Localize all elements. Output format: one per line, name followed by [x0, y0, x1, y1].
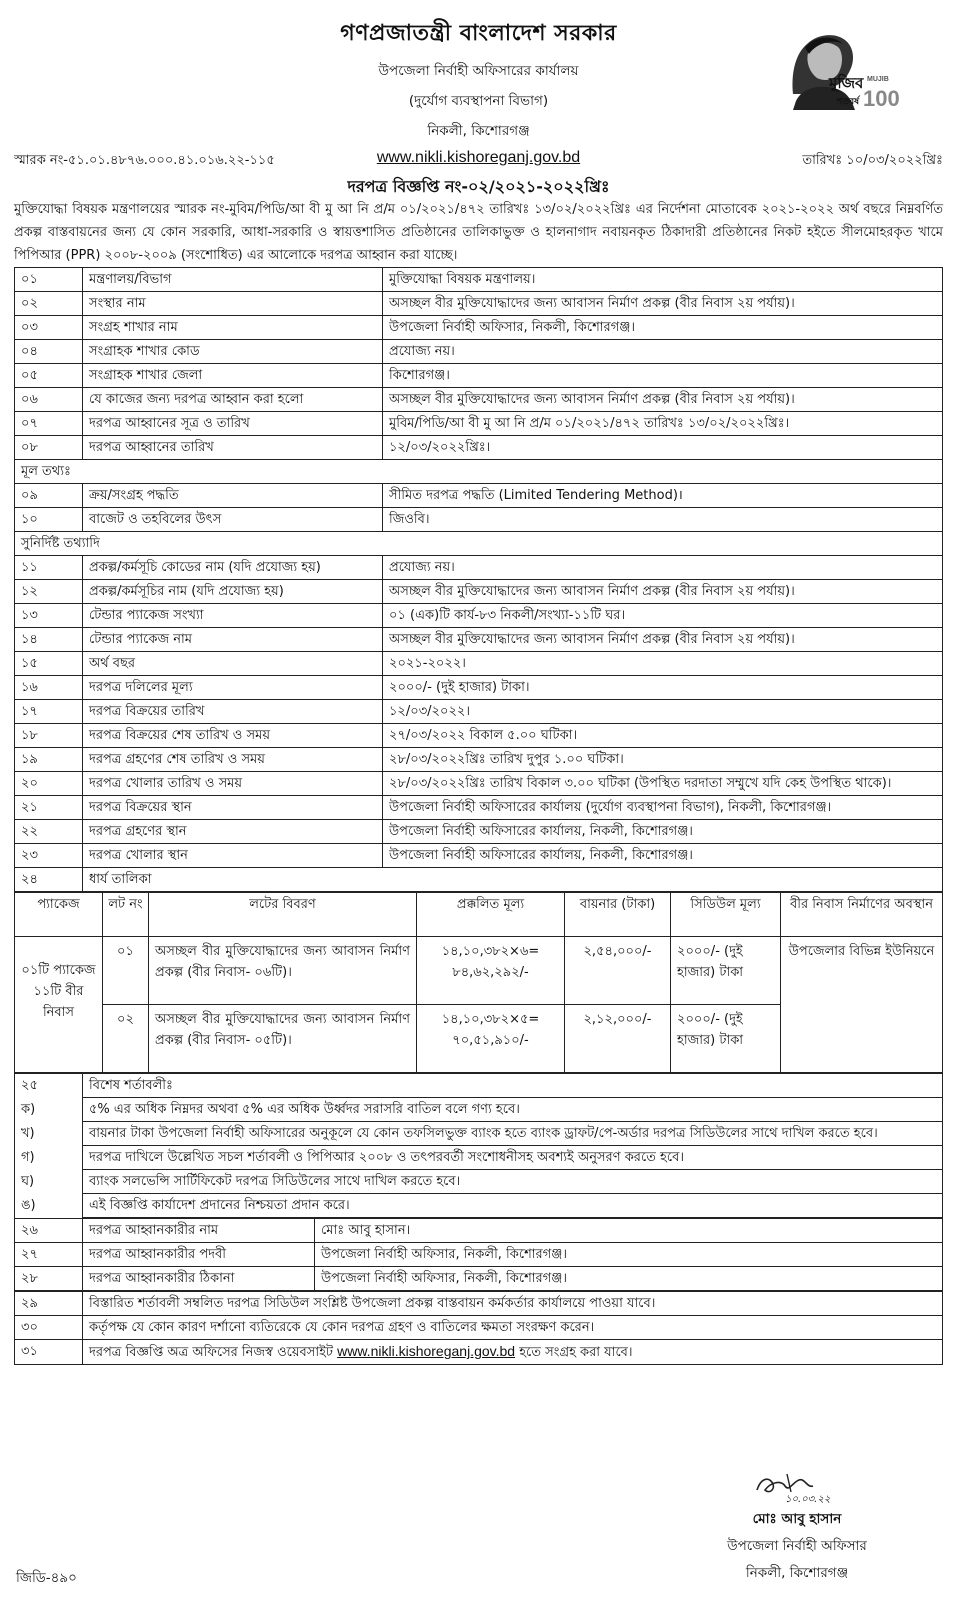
signatory-location: নিকলী, কিশোরগঞ্জ [745, 1565, 849, 1581]
term-item [15, 1122, 943, 1146]
row-number: ১৯ [15, 748, 83, 772]
gov-title: গণপ্রজাতন্ত্রী বাংলাদেশ সরকার [340, 21, 617, 46]
table-row [15, 1340, 943, 1365]
notice-title: দরপত্র বিজ্ঞপ্তি নং-০২/২০২১-২০২২খ্রিঃ [347, 177, 610, 196]
table-row [15, 388, 943, 412]
section-label-main: মূল তথ্যঃ [15, 460, 943, 484]
signature-scribble [667, 1468, 927, 1508]
row-number: ১৭ [15, 700, 83, 724]
table-row [15, 1267, 943, 1291]
row-value: অসচ্ছল বীর মুক্তিযোদ্ধাদের জন্য আবাসন নির্মাণ প্রকল্প (বীর নিবাস ২য় পর্যায়)। [383, 580, 943, 604]
col-header-lot-desc: লটের বিবরণ [149, 893, 417, 937]
row-label: ধার্য তালিকা [83, 868, 943, 892]
signatory-designation: উপজেলা নির্বাহী অফিসার [727, 1538, 867, 1554]
table-row [15, 844, 943, 868]
row-number: ১৮ [15, 724, 83, 748]
row-value: ২৭/০৩/২০২২ বিকাল ৫.০০ ঘটিকা। [383, 724, 943, 748]
intro-paragraph: মুক্তিযোদ্ধা বিষয়ক মন্ত্রণালয়ের স্মারক নং-মুবিম/পিডি/আ বী মু আ নি প্র/ম ০১/২০২১/৪৭২ তারিখঃ ১৩/০২/২০২২খ্রিঃ এর নির্দেশনা মোতাবেক ২০২১-২০২২ অর্থ বছরে নিম্নবর্ণিত প্রকল্প বাস্তবায়নের জন্য যে কোন সরকারি, আধা-সরকারি ও স্বায়ত্তশাসিত প্রতিষ্ঠানের তালিকাভুক্ত ও হালনাগাদ নবায়নকৃত ঠিকাদারী প্রতিষ্ঠানের নিকট হইতে সীলমোহরকৃত খামে পিপিআর (PPR) ২০০৮-২০০৯ (সংশোধিত) এর আলোকে দরপত্র আহ্বান করা যাচ্ছে। [14, 202, 943, 263]
term-mark: গ) [15, 1146, 83, 1170]
lot-number: ০২ [103, 1005, 149, 1073]
table-row [15, 364, 943, 388]
table-row [15, 268, 943, 292]
website-note-pre: দরপত্র বিজ্ঞপ্তি অত্র অফিসের নিজস্ব ওয়েবসাইট [89, 1345, 338, 1360]
row-number: ১১ [15, 556, 83, 580]
row-number: ১২ [15, 580, 83, 604]
term-item [15, 1194, 943, 1218]
logo-100-text: 100 [863, 86, 900, 111]
term-item [15, 1098, 943, 1122]
table-row [15, 412, 943, 436]
row-number: ১৩ [15, 604, 83, 628]
row-value: ১২/০৩/২০২২। [383, 700, 943, 724]
row-value: অসচ্ছল বীর মুক্তিযোদ্ধাদের জন্য আবাসন নির্মাণ প্রকল্প (বীর নিবাস ২য় পর্যায়)। [383, 628, 943, 652]
website-note [83, 1340, 943, 1365]
row-number: ০৩ [15, 316, 83, 340]
table-row [15, 580, 943, 604]
row-value: মুবিম/পিডি/আ বী মু আ নি প্র/ম ০১/২০২১/৪৭২ তারিখঃ ১৩/০২/২০২২খ্রিঃ। [383, 412, 943, 436]
office-location: নিকলী, কিশোরগঞ্জ [427, 123, 530, 139]
term-mark: খ) [15, 1122, 83, 1146]
row-label: দরপত্র দলিলের মূল্য [83, 676, 383, 700]
row-value: উপজেলা নির্বাহী অফিসারের কার্যালয় (দুর্যোগ ব্যবস্থাপনা বিভাগ), নিকলী, কিশোরগঞ্জ। [383, 796, 943, 820]
row-label: দরপত্র খোলার তারিখ ও সময় [83, 772, 383, 796]
row-value: ২৮/০৩/২০২২খ্রিঃ তারিখ বিকাল ৩.০০ ঘটিকা (উপস্থিত দরদাতা সম্মুখে যদি কেহ উপস্থিত থাকে)। [383, 772, 943, 796]
logo-mujib-en-text: MUJIB [867, 76, 889, 83]
term-item [15, 1146, 943, 1170]
row-label: ক্রয়/সংগ্রহ পদ্ধতি [83, 484, 383, 508]
table-row [15, 484, 943, 508]
memo-number: স্মারক নং-৫১.০১.৪৮৭৬.০০০.৪১.০১৬.২২-১১৫ [14, 152, 275, 168]
row-value: উপজেলা নির্বাহী অফিসার, নিকলী, কিশোরগঞ্জ। [315, 1243, 943, 1267]
row-label: দরপত্র গ্রহণের শেষ তারিখ ও সময় [83, 748, 383, 772]
table-row [15, 772, 943, 796]
term-mark: ঘ) [15, 1170, 83, 1194]
row-number: ০৮ [15, 436, 83, 460]
table-row [15, 556, 943, 580]
row-label: প্রকল্প/কর্মসূচির নাম (যদি প্রযোজ্য হয়) [83, 580, 383, 604]
row-number: ০৯ [15, 484, 83, 508]
table-row [15, 1316, 943, 1340]
row-label: দরপত্র বিক্রয়ের স্থান [83, 796, 383, 820]
row-value: অসচ্ছল বীর মুক্তিযোদ্ধাদের জন্য আবাসন নির্মাণ প্রকল্প (বীর নিবাস ২য় পর্যায়)। [383, 388, 943, 412]
table-row [15, 340, 943, 364]
row-number: ২৬ [15, 1219, 83, 1243]
row-value: ২৮/০৩/২০২২খ্রিঃ তারিখ দুপুর ১.০০ ঘটিকা। [383, 748, 943, 772]
row-label: দরপত্র আহ্বানকারীর পদবী [83, 1243, 315, 1267]
row-value: উপজেলা নির্বাহী অফিসারের কার্যালয়, নিকলী, কিশোরগঞ্জ। [383, 820, 943, 844]
final-table [14, 1291, 943, 1365]
term-mark: ঙ) [15, 1194, 83, 1218]
gd-number: জিডি-৪৯০ [16, 1570, 77, 1586]
signature-date: ১০.০৩.২২ [785, 1494, 831, 1505]
inviter-table [14, 1218, 943, 1291]
row-number: ০১ [15, 268, 83, 292]
table-row [15, 652, 943, 676]
term-item [15, 1170, 943, 1194]
table-row [15, 937, 943, 1005]
row-number: ০২ [15, 292, 83, 316]
row-number: ২৫ [15, 1074, 83, 1098]
col-header-estimated-cost: প্রক্কলিত মূল্য [417, 893, 565, 937]
lot-description: অসচ্ছল বীর মুক্তিযোদ্ধাদের জন্য আবাসন নির্মাণ প্রকল্প (বীর নিবাস- ০৫টি)। [149, 1005, 417, 1073]
division-name: (দুর্যোগ ব্যবস্থাপনা বিভাগ) [408, 93, 549, 109]
row-label: দরপত্র খোলার স্থান [83, 844, 383, 868]
table-row [15, 820, 943, 844]
row-label: দরপত্র আহ্বানকারীর ঠিকানা [83, 1267, 315, 1291]
row-value: ১২/০৩/২০২২খ্রিঃ। [383, 436, 943, 460]
row-label: দরপত্র আহ্বানকারীর নাম [83, 1219, 315, 1243]
term-mark: ক) [15, 1098, 83, 1122]
table-row [15, 316, 943, 340]
row-number: ০৭ [15, 412, 83, 436]
package-cell: ০১টি প্যাকেজ ১১টি বীর নিবাস [15, 937, 103, 1073]
row-label: টেন্ডার প্যাকেজ সংখ্যা [83, 604, 383, 628]
table-row [15, 796, 943, 820]
col-header-earnest: বায়নার (টাকা) [565, 893, 671, 937]
row-value: প্রযোজ্য নয়। [383, 556, 943, 580]
row-value: অসচ্ছল বীর মুক্তিযোদ্ধাদের জন্য আবাসন নির্মাণ প্রকল্প (বীর নিবাস ২য় পর্যায়)। [383, 292, 943, 316]
mujib-100-logo [785, 24, 903, 114]
table-row [15, 748, 943, 772]
row-number: ২১ [15, 796, 83, 820]
row-text: কর্তৃপক্ষ যে কোন কারণ দর্শানো ব্যতিরেকে যে কোন দরপত্র গ্রহণ ও বাতিলের ক্ষমতা সংরক্ষণ করেন। [83, 1316, 943, 1340]
row-number: ১০ [15, 508, 83, 532]
special-terms-table [14, 1073, 943, 1218]
row-value: উপজেলা নির্বাহী অফিসার, নিকলী, কিশোরগঞ্জ। [383, 316, 943, 340]
table-row [15, 604, 943, 628]
memo-date: তারিখঃ ১০/০৩/২০২২খ্রিঃ [802, 152, 943, 168]
earnest-money: ২,৫৪,০০০/- [565, 937, 671, 1005]
row-value: ০১ (এক)টি কার্য-৮৩ নিকলী/সংখ্যা-১১টি ঘর। [383, 604, 943, 628]
col-header-schedule: সিডিউল মূল্য [671, 893, 781, 937]
row-text: বিস্তারিত শর্তাবলী সম্বলিত দরপত্র সিডিউল সংশ্লিষ্ট উপজেলা প্রকল্প বাস্তবায়ন কর্মকর্তার কার্যালয়ে পাওয়া যাবে। [83, 1292, 943, 1316]
row-label: মন্ত্রণালয়/বিভাগ [83, 268, 383, 292]
row-label: দরপত্র বিক্রয়ের শেষ তারিখ ও সময় [83, 724, 383, 748]
estimated-cost: ১৪,১০,৩৮২×৫= ৭০,৫১,৯১০/- [417, 1005, 565, 1073]
row-label: বাজেট ও তহবিলের উৎস [83, 508, 383, 532]
row-number: ২৪ [15, 868, 83, 892]
row-number: ২২ [15, 820, 83, 844]
package-header-row [15, 893, 943, 937]
info-table [14, 267, 943, 892]
row-label: সংগ্রহ শাখার নাম [83, 316, 383, 340]
package-table [14, 892, 943, 1073]
row-number: ৩১ [15, 1340, 83, 1365]
col-header-lot: লট নং [103, 893, 149, 937]
section-row-main [15, 460, 943, 484]
term-text: এই বিজ্ঞপ্তি কার্যাদেশ প্রদানের নিশ্চয়তা প্রদান করে। [83, 1194, 943, 1218]
table-row [15, 1219, 943, 1243]
term-text: ৫% এর অধিক নিম্নদর অথবা ৫% এর অধিক উর্ধ্বদর সরাসরি বাতিল বলে গণ্য হবে। [83, 1098, 943, 1122]
section-row-specific [15, 532, 943, 556]
row-number: ২৩ [15, 844, 83, 868]
row-number: ৩০ [15, 1316, 83, 1340]
row-number: ২৯ [15, 1292, 83, 1316]
footer-website-link[interactable]: www.nikli.kishoreganj.gov.bd [337, 1343, 516, 1359]
row-label: দরপত্র গ্রহণের স্থান [83, 820, 383, 844]
term-text: ব্যাংক সলভেন্সি সার্টিফিকেট দরপত্র সিডিউলের সাথে দাখিল করতে হবে। [83, 1170, 943, 1194]
website-note-post: হতে সংগ্রহ করা যাবে। [515, 1345, 633, 1360]
row-label: দরপত্র আহ্বানের সূত্র ও তারিখ [83, 412, 383, 436]
row-label: দরপত্র আহ্বানের তারিখ [83, 436, 383, 460]
signatory-name: মোঃ আবু হাসান [752, 1511, 842, 1527]
row-label: যে কাজের জন্য দরপত্র আহ্বান করা হলো [83, 388, 383, 412]
col-header-location: বীর নিবাস নির্মাণের অবস্থান [781, 893, 943, 937]
row-number: ০৪ [15, 340, 83, 364]
row-value: মোঃ আবু হাসান। [315, 1219, 943, 1243]
term-text: বায়নার টাকা উপজেলা নির্বাহী অফিসারের অনুকূলে যে কোন তফসিলভুক্ত ব্যাংক হতে ব্যাংক ড্রাফট/পে-অর্ডার দরপত্র সিডিউলের সাথে দাখিল করতে হবে। [83, 1122, 943, 1146]
terms-title-row [15, 1074, 943, 1098]
row-number: ১৫ [15, 652, 83, 676]
row-label: টেন্ডার প্যাকেজ নাম [83, 628, 383, 652]
row-label: প্রকল্প/কর্মসূচি কোডের নাম (যদি প্রযোজ্য হয়) [83, 556, 383, 580]
schedule-price: ২০০০/- (দুই হাজার) টাকা [671, 937, 781, 1005]
row-label: সংগ্রাহক শাখার জেলা [83, 364, 383, 388]
header [14, 12, 943, 166]
row-number: ০৬ [15, 388, 83, 412]
header-website-link[interactable]: www.nikli.kishoreganj.gov.bd [376, 149, 581, 166]
section-label-specific: সুনির্দিষ্ট তথ্যাদি [15, 532, 943, 556]
earnest-money: ২,১২,০০০/- [565, 1005, 671, 1073]
row-value: কিশোরগঞ্জ। [383, 364, 943, 388]
row-number: ১৬ [15, 676, 83, 700]
row-label: সংস্থার নাম [83, 292, 383, 316]
table-row [15, 724, 943, 748]
row-value: উপজেলা নির্বাহী অফিসারের কার্যালয়, নিকলী, কিশোরগঞ্জ। [383, 844, 943, 868]
row-number: ২৭ [15, 1243, 83, 1267]
row-number: ২০ [15, 772, 83, 796]
lot-number: ০১ [103, 937, 149, 1005]
row-value: জিওবি। [383, 508, 943, 532]
table-row [15, 436, 943, 460]
table-row [15, 868, 943, 892]
row-label: সংগ্রাহক শাখার কোড [83, 340, 383, 364]
term-text: দরপত্র দাখিলে উল্লেখিত সচল শর্তাবলী ও পিপিআর ২০০৮ ও তৎপরবর্তী সংশোধনীসহ অবশ্যই অনুসরণ করতে হবে। [83, 1146, 943, 1170]
row-value: প্রযোজ্য নয়। [383, 340, 943, 364]
row-number: ১৪ [15, 628, 83, 652]
row-label: দরপত্র বিক্রয়ের তারিখ [83, 700, 383, 724]
table-row [15, 1292, 943, 1316]
table-row [15, 1243, 943, 1267]
estimated-cost: ১৪,১০,৩৮২×৬= ৮৪,৬২,২৯২/- [417, 937, 565, 1005]
table-row [15, 676, 943, 700]
row-number: ২৮ [15, 1267, 83, 1291]
row-number: ০৫ [15, 364, 83, 388]
table-row [15, 700, 943, 724]
table-row [15, 292, 943, 316]
logo-shatabarsha-text: শতবর্ষ [837, 96, 860, 106]
office-name: উপজেলা নির্বাহী অফিসারের কার্যালয় [378, 63, 579, 79]
row-value: উপজেলা নির্বাহী অফিসার, নিকলী, কিশোরগঞ্জ। [315, 1267, 943, 1291]
schedule-price: ২০০০/- (দুই হাজার) টাকা [671, 1005, 781, 1073]
table-row [15, 628, 943, 652]
row-value: ২০২১-২০২২। [383, 652, 943, 676]
logo-mujib-text: মুজিব [829, 75, 864, 92]
row-value: সীমিত দরপত্র পদ্ধতি (Limited Tendering Method)। [383, 484, 943, 508]
row-label: অর্থ বছর [83, 652, 383, 676]
terms-title: বিশেষ শর্তাবলীঃ [83, 1074, 943, 1098]
col-header-package: প্যাকেজ [15, 893, 103, 937]
location-cell: উপজেলার বিভিন্ন ইউনিয়নে [781, 937, 943, 1073]
row-value: মুক্তিযোদ্ধা বিষয়ক মন্ত্রণালয়। [383, 268, 943, 292]
lot-description: অসচ্ছল বীর মুক্তিযোদ্ধাদের জন্য আবাসন নির্মাণ প্রকল্প (বীর নিবাস- ০৬টি)। [149, 937, 417, 1005]
row-value: ২০০০/- (দুই হাজার) টাকা। [383, 676, 943, 700]
signature-block [667, 1468, 927, 1585]
table-row [15, 508, 943, 532]
